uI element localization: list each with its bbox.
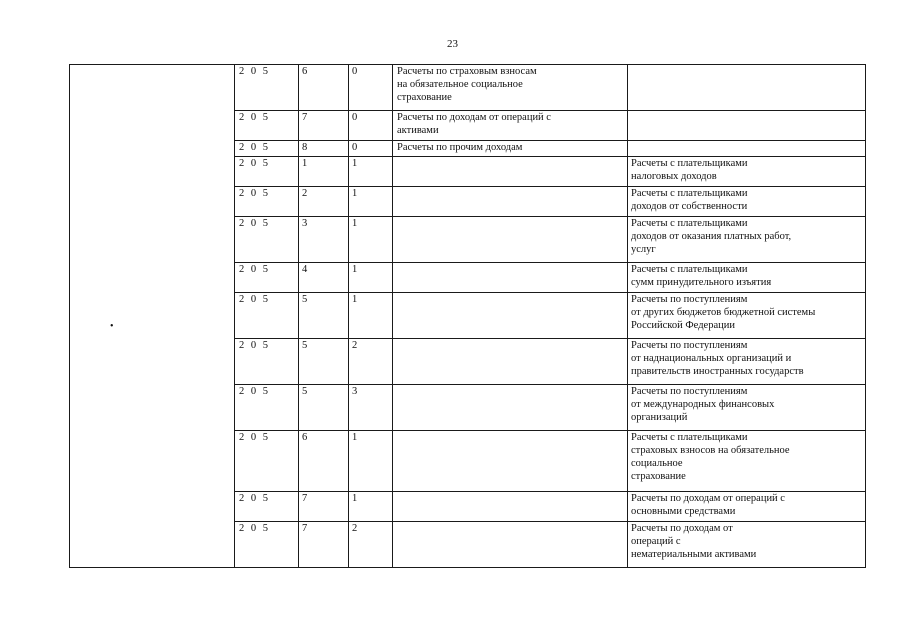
name-line: активами bbox=[397, 125, 439, 136]
analytic-account-name-cell bbox=[628, 65, 866, 111]
analytic-account-name-cell bbox=[628, 293, 866, 339]
synthetic-account-name-cell bbox=[393, 522, 628, 568]
group-code-cell: 3 bbox=[299, 217, 349, 263]
sub-code-cell: 0 bbox=[349, 141, 393, 157]
name-line: операций с bbox=[631, 536, 681, 547]
name-line: сумм принудительного изъятия bbox=[631, 277, 772, 288]
synthetic-account-name-cell bbox=[393, 339, 628, 385]
synthetic-account-name-cell bbox=[393, 187, 628, 217]
synthetic-account-name-cell bbox=[393, 157, 628, 187]
account-code-cell: 2 0 5 bbox=[235, 492, 299, 522]
page-number: 23 bbox=[447, 38, 458, 50]
name-line: социальное bbox=[631, 458, 683, 469]
name-line: доходов от собственности bbox=[631, 201, 748, 212]
sub-code-cell: 0 bbox=[349, 65, 393, 111]
name-line: от наднациональных организаций и bbox=[631, 353, 792, 364]
group-code-cell: 2 bbox=[299, 187, 349, 217]
analytic-account-name-cell bbox=[628, 187, 866, 217]
synthetic-account-name-cell bbox=[393, 293, 628, 339]
account-code-cell: 2 0 5 bbox=[235, 385, 299, 431]
synthetic-account-name-cell bbox=[393, 141, 628, 157]
name-line: Российской Федерации bbox=[631, 320, 735, 331]
sub-code-cell: 2 bbox=[349, 522, 393, 568]
name-line: Расчеты по доходам от bbox=[631, 523, 733, 534]
table-row bbox=[70, 65, 866, 111]
sub-code-cell: 1 bbox=[349, 263, 393, 293]
group-code-cell: 7 bbox=[299, 522, 349, 568]
blank-account-column bbox=[70, 65, 235, 568]
account-code-cell: 2 0 5 bbox=[235, 339, 299, 385]
name-line: от других бюджетов бюджетной системы bbox=[631, 307, 816, 318]
analytic-account-name-cell bbox=[628, 431, 866, 492]
account-code-cell: 2 0 5 bbox=[235, 217, 299, 263]
group-code-cell: 8 bbox=[299, 141, 349, 157]
analytic-account-name-cell bbox=[628, 522, 866, 568]
name-line: Расчеты с плательщиками bbox=[631, 218, 748, 229]
name-line: нематериальными активами bbox=[631, 549, 757, 560]
account-code-cell: 2 0 5 bbox=[235, 431, 299, 492]
analytic-account-name-cell bbox=[628, 157, 866, 187]
analytic-account-name-cell bbox=[628, 111, 866, 141]
group-code-cell: 4 bbox=[299, 263, 349, 293]
name-line: основными средствами bbox=[631, 506, 736, 517]
sub-code-cell: 1 bbox=[349, 293, 393, 339]
name-line: Расчеты с плательщиками bbox=[631, 158, 748, 169]
analytic-account-name-cell bbox=[628, 385, 866, 431]
account-code-cell: 2 0 5 bbox=[235, 522, 299, 568]
account-code-cell: 2 0 5 bbox=[235, 111, 299, 141]
group-code-cell: 7 bbox=[299, 111, 349, 141]
name-line: налоговых доходов bbox=[631, 171, 717, 182]
name-line: Расчеты с плательщиками bbox=[631, 432, 748, 443]
name-line: Расчеты по поступлениям bbox=[631, 340, 748, 351]
synthetic-account-name-cell bbox=[393, 431, 628, 492]
name-line: организаций bbox=[631, 412, 688, 423]
synthetic-account-name-cell bbox=[393, 385, 628, 431]
sub-code-cell: 0 bbox=[349, 111, 393, 141]
name-line: услуг bbox=[631, 244, 656, 255]
name-line: Расчеты по доходам от операций с bbox=[631, 493, 785, 504]
group-code-cell: 5 bbox=[299, 385, 349, 431]
group-code-cell: 1 bbox=[299, 157, 349, 187]
sub-code-cell: 1 bbox=[349, 187, 393, 217]
synthetic-account-name-cell bbox=[393, 492, 628, 522]
sub-code-cell: 2 bbox=[349, 339, 393, 385]
name-line: Расчеты с плательщиками bbox=[631, 264, 748, 275]
sub-code-cell: 1 bbox=[349, 492, 393, 522]
name-line: Расчеты по прочим доходам bbox=[397, 142, 523, 153]
name-line: страхование bbox=[397, 92, 452, 103]
name-line: на обязательное социальное bbox=[397, 79, 523, 90]
name-line: Расчеты с плательщиками bbox=[631, 188, 748, 199]
group-code-cell: 5 bbox=[299, 339, 349, 385]
name-line: Расчеты по страховым взносам bbox=[397, 66, 537, 77]
account-code-cell: 2 0 5 bbox=[235, 65, 299, 111]
name-line: от международных финансовых bbox=[631, 399, 775, 410]
group-code-cell: 7 bbox=[299, 492, 349, 522]
account-code-cell: 2 0 5 bbox=[235, 157, 299, 187]
group-code-cell: 6 bbox=[299, 65, 349, 111]
name-line: Расчеты по поступлениям bbox=[631, 294, 748, 305]
name-line: Расчеты по доходам от операций с bbox=[397, 112, 551, 123]
account-code-cell: 2 0 5 bbox=[235, 293, 299, 339]
sub-code-cell: 1 bbox=[349, 217, 393, 263]
sub-code-cell: 3 bbox=[349, 385, 393, 431]
name-line: страхование bbox=[631, 471, 686, 482]
account-code-cell: 2 0 5 bbox=[235, 141, 299, 157]
account-code-cell: 2 0 5 bbox=[235, 187, 299, 217]
analytic-account-name-cell bbox=[628, 141, 866, 157]
synthetic-account-name-cell bbox=[393, 111, 628, 141]
analytic-account-name-cell bbox=[628, 339, 866, 385]
synthetic-account-name-cell bbox=[393, 263, 628, 293]
bullet-mark: • bbox=[110, 321, 114, 332]
analytic-account-name-cell bbox=[628, 492, 866, 522]
analytic-account-name-cell bbox=[628, 263, 866, 293]
group-code-cell: 5 bbox=[299, 293, 349, 339]
synthetic-account-name-cell bbox=[393, 65, 628, 111]
name-line: доходов от оказания платных работ, bbox=[631, 231, 792, 242]
analytic-account-name-cell bbox=[628, 217, 866, 263]
account-code-cell: 2 0 5 bbox=[235, 263, 299, 293]
name-line: Расчеты по поступлениям bbox=[631, 386, 748, 397]
name-line: правительств иностранных государств bbox=[631, 366, 804, 377]
group-code-cell: 6 bbox=[299, 431, 349, 492]
accounts-table bbox=[69, 64, 866, 568]
synthetic-account-name-cell bbox=[393, 217, 628, 263]
table-body bbox=[70, 65, 866, 568]
sub-code-cell: 1 bbox=[349, 431, 393, 492]
name-line: страховых взносов на обязательное bbox=[631, 445, 790, 456]
sub-code-cell: 1 bbox=[349, 157, 393, 187]
